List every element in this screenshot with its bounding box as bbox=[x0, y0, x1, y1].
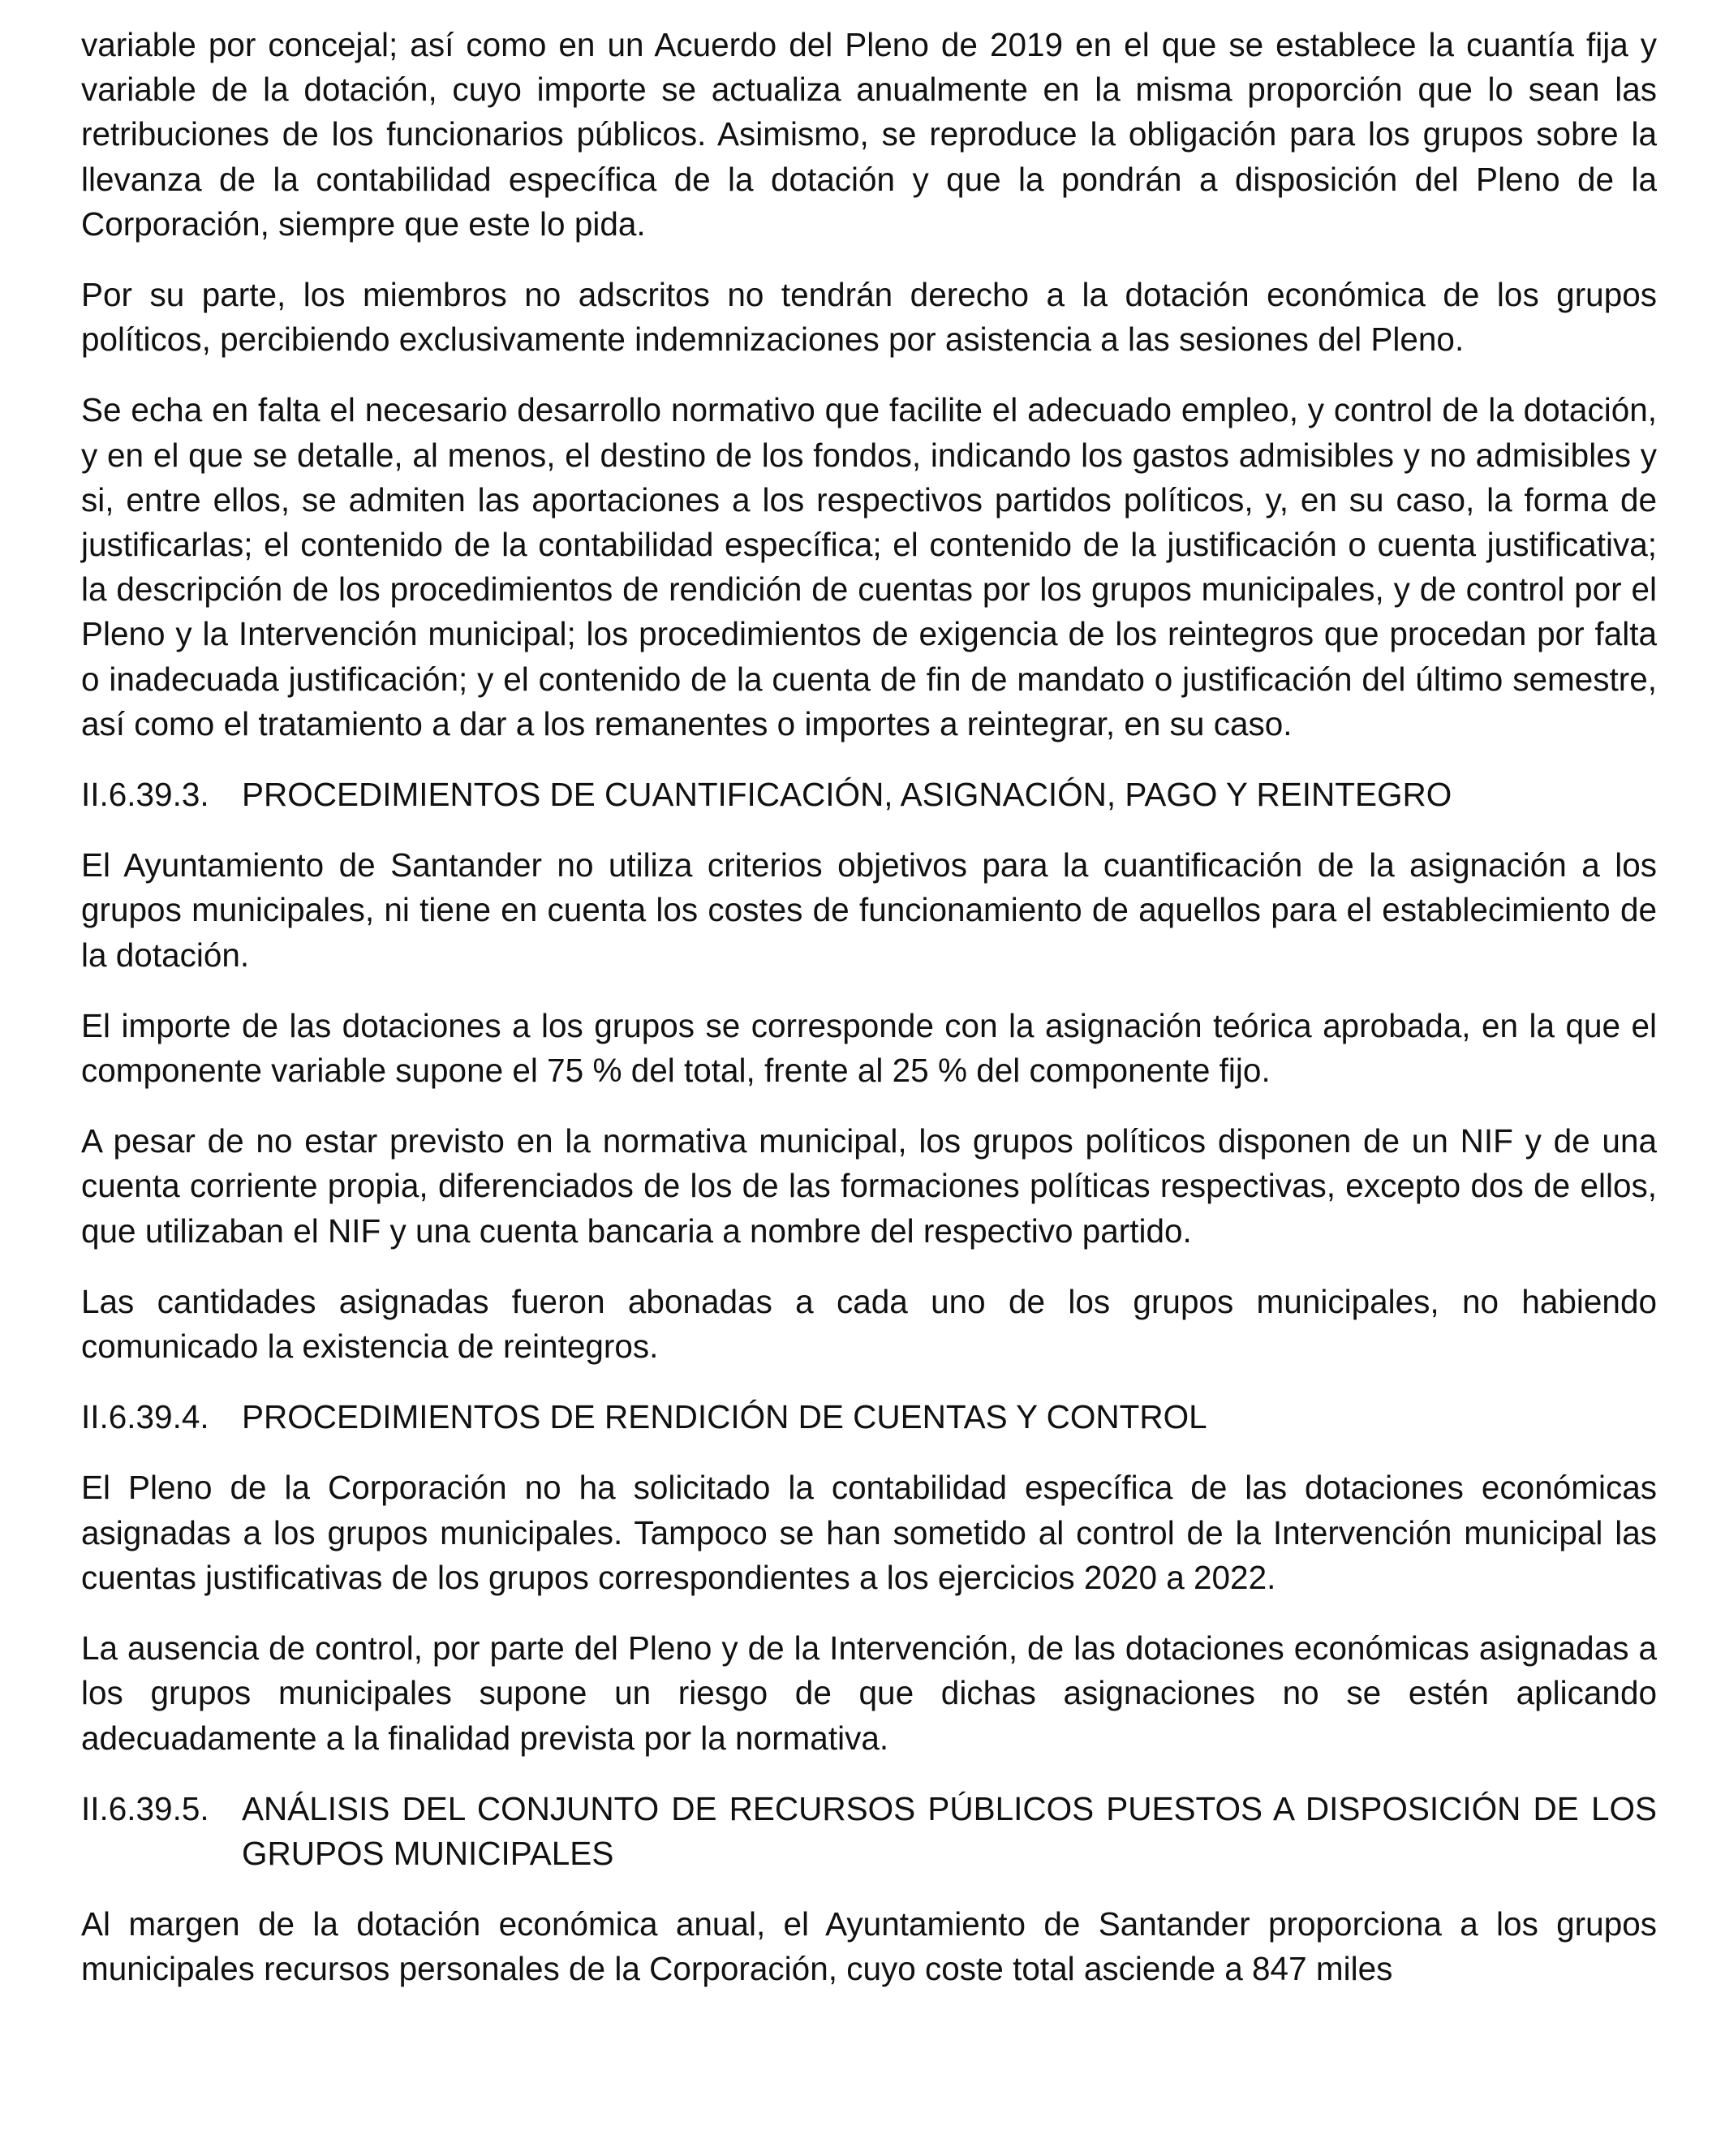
paragraph: La ausencia de control, por parte del Pleno y de la Intervención, de las dotaciones económicas asignadas a los grupos municipales supone un riesgo de que dichas asignaciones no se estén aplicando adecuadamente a la finalidad prevista por la normativa. bbox=[81, 1629, 1657, 1757]
section-title: ANÁLISIS DEL CONJUNTO DE RECURSOS PÚBLICOS PUESTOS A DISPOSICIÓN DE LOS GRUPOS MUNICIPALES bbox=[242, 1789, 1657, 1872]
section-title: PROCEDIMIENTOS DE CUANTIFICACIÓN, ASIGNACIÓN, PAGO Y REINTEGRO bbox=[242, 776, 1452, 814]
section-heading bbox=[81, 1787, 1657, 1876]
paragraph: Se echa en falta el necesario desarrollo normativo que facilite el adecuado empleo, y control de la dotación, y en el que se detalle, al menos, el destino de los fondos, indicando los gastos admisibles y no admisibles y si, entre ellos, se admiten las aportaciones a los respectivos partidos políticos, y, en su caso, la forma de justificarlas; el contenido de la contabilidad específica; el contenido de la justificación o cuenta justificativa; la descripción de los procedimientos de rendición de cuentas por los grupos municipales, y de control por el Pleno y la Intervención municipal; los procedimientos de exigencia de los reintegros que procedan por falta o inadecuada justificación; y el contenido de la cuenta de fin de mandato o justificación del último semestre, así como el tratamiento a dar a los remanentes o importes a reintegrar, en su caso. bbox=[81, 391, 1657, 742]
section-title: PROCEDIMIENTOS DE RENDICIÓN DE CUENTAS Y CONTROL bbox=[242, 1398, 1207, 1436]
document-page bbox=[81, 23, 1657, 2018]
section-number: II.6.39.4. bbox=[81, 1398, 209, 1436]
section-number: II.6.39.5. bbox=[81, 1789, 209, 1827]
paragraph: variable por concejal; así como en un Acuerdo del Pleno de 2019 en el que se establece la cuantía fija y variable de la dotación, cuyo importe se actualiza anualmente en la misma proporción que lo sean las retribuciones de los funcionarios públicos. Asimismo, se reproduce la obligación para los grupos sobre la llevanza de la contabilidad específica de la dotación y que la pondrán a disposición del Pleno de la Corporación, siempre que este lo pida. bbox=[81, 26, 1657, 243]
section-heading bbox=[81, 772, 1657, 817]
section-heading bbox=[81, 1395, 1657, 1439]
section-number: II.6.39.3. bbox=[81, 776, 209, 814]
paragraph: El Ayuntamiento de Santander no utiliza criterios objetivos para la cuantificación de la asignación a los grupos municipales, ni tiene en cuenta los costes de funcionamiento de aquellos para el establecimiento de la dotación. bbox=[81, 846, 1657, 974]
paragraph: Al margen de la dotación económica anual, el Ayuntamiento de Santander proporciona a los grupos municipales recursos personales de la Corporación, cuyo coste total asciende a 847 miles bbox=[81, 1905, 1657, 1988]
paragraph: El Pleno de la Corporación no ha solicitado la contabilidad específica de las dotaciones económicas asignadas a los grupos municipales. Tampoco se han sometido al control de la Intervención municipal las cuentas justificativas de los grupos correspondientes a los ejercicios 2020 a 2022. bbox=[81, 1469, 1657, 1596]
paragraph: Las cantidades asignadas fueron abonadas a cada uno de los grupos municipales, no habiendo comunicado la existencia de reintegros. bbox=[81, 1282, 1657, 1366]
paragraph: Por su parte, los miembros no adscritos no tendrán derecho a la dotación económica de los grupos políticos, percibiendo exclusivamente indemnizaciones por asistencia a las sesiones del Pleno. bbox=[81, 276, 1657, 359]
paragraph: El importe de las dotaciones a los grupos se corresponde con la asignación teórica aprobada, en la que el componente variable supone el 75 % del total, frente al 25 % del componente fijo. bbox=[81, 1006, 1657, 1090]
paragraph: A pesar de no estar previsto en la normativa municipal, los grupos políticos disponen de un NIF y de una cuenta corriente propia, diferenciados de los de las formaciones políticas respectivas, excepto dos de ellos, que utilizaban el NIF y una cuenta bancaria a nombre del respectivo partido. bbox=[81, 1122, 1657, 1250]
